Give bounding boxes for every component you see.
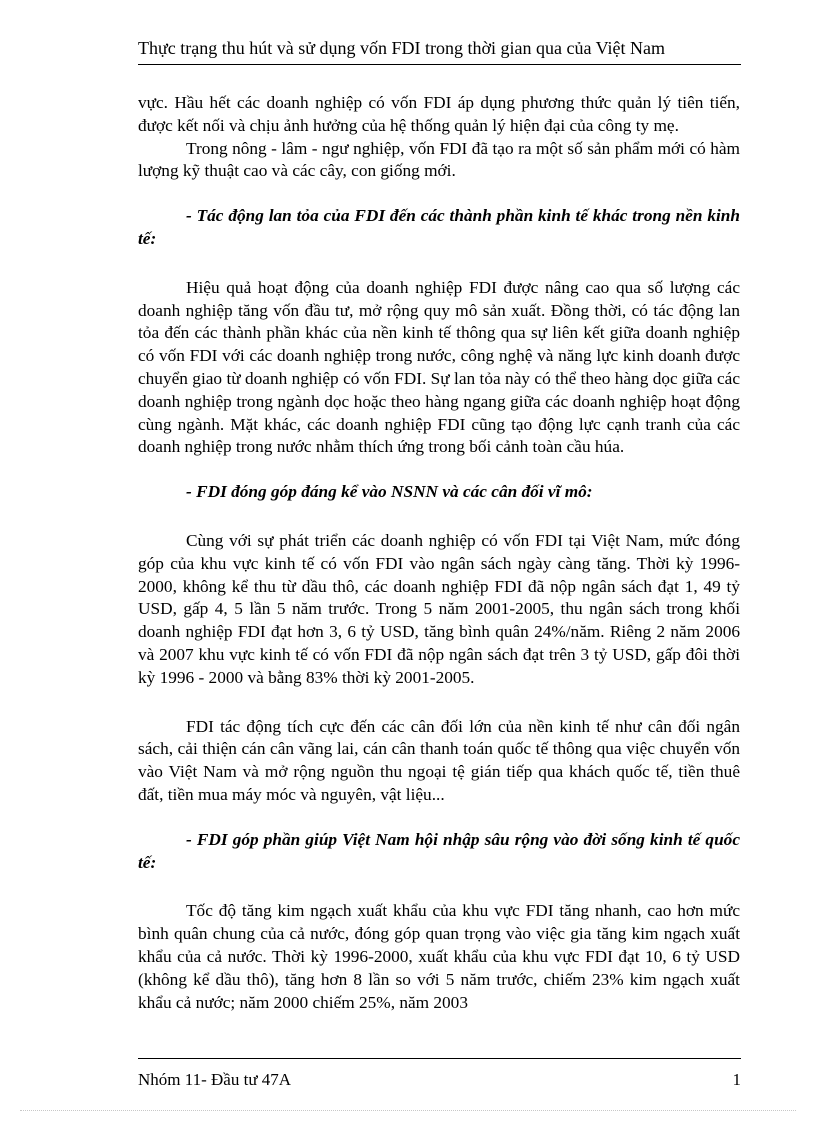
paragraph-agriculture: Trong nông - lâm - ngư nghiệp, vốn FDI đã tạo ra một số sản phẩm mới có hàm lượng kỹ thuật cao và các cây, con giống mới.	[138, 138, 740, 181]
header-title: Thực trạng thu hút và sử dụng vốn FDI trong thời gian qua của Việt Nam	[138, 38, 666, 58]
paragraph-macro-balance: FDI tác động tích cực đến các cân đối lớn của nền kinh tế như cân đối ngân sách, cải thiện cán cân vãng lai, cán cân thanh toán quốc tế thông qua việc chuyển vốn vào Việt Nam và mở rộng nguồn thu ngoại tệ gián tiếp qua khách quốc tế, tiền thuê đất, tiền mua máy móc và nguyên, vật liệu...	[138, 716, 740, 804]
heading-budget: - FDI đóng góp đáng kể vào NSNN và các cân đối vĩ mô:	[186, 482, 593, 502]
page-bottom-divider	[20, 1110, 796, 1111]
paragraph-exports: Tốc độ tăng kim ngạch xuất khẩu của khu vực FDI tăng nhanh, cao hơn mức bình quân chung của cả nước, đóng góp quan trọng vào việc gia tăng kim ngạch xuất khẩu của cả nước. Thời kỳ 1996-2000, xuất khẩu của khu vực FDI đạt 10, 6 tỷ USD (không kể dầu thô), tăng hơn 8 lần so với 5 năm trước, chiếm 23% kim ngạch xuất khẩu cả nước; năm 2000 chiếm 25%, năm 2003	[138, 901, 740, 1012]
page-header	[138, 36, 741, 65]
document-body	[138, 92, 740, 1014]
paragraph-spillover: Hiệu quả hoạt động của doanh nghiệp FDI được nâng cao qua số lượng các doanh nghiệp tăng vốn đầu tư, mở rộng quy mô sản xuất. Đồng thời, có tác động lan tỏa đến các thành phần khác của nền kinh tế thông qua sự liên kết giữa doanh nghiệp có vốn FDI với các doanh nghiệp trong nước, công nghệ và năng lực kinh doanh được chuyển giao từ doanh nghiệp có vốn FDI. Sự lan tỏa này có thể theo hàng dọc giữa các doanh nghiệp trong ngành dọc hoặc theo hàng ngang giữa các doanh nghiệp hoạt động cùng ngành. Mặt khác, các doanh nghiệp FDI cũng tạo động lực cạnh tranh của các doanh nghiệp trong nước nhằm thích ứng trong bối cảnh toàn cầu húa.	[138, 277, 740, 457]
footer-group-label: Nhóm 11- Đầu tư 47A	[138, 1070, 292, 1089]
paragraph-management: vực. Hầu hết các doanh nghiệp có vốn FDI áp dụng phương thức quản lý tiên tiến, được kết nối và chịu ảnh hưởng của hệ thống quản lý hiện đại của công ty mẹ.	[138, 93, 740, 135]
heading-spillover: - Tác động lan tỏa của FDI đến các thành phần kinh tế khác trong nền kinh tế:	[138, 206, 740, 248]
page-footer	[138, 1058, 741, 1091]
paragraph-budget: Cùng với sự phát triển các doanh nghiệp có vốn FDI tại Việt Nam, mức đóng góp của khu vực kinh tế có vốn FDI vào ngân sách ngày càng tăng. Thời kỳ 1996-2000, không kể thu từ dầu thô, các doanh nghiệp FDI đã nộp ngân sách đạt 1, 49 tỷ USD, gấp 4, 5 lần 5 năm trước. Trong 5 năm 2001-2005, thu ngân sách trong khối doanh nghiệp FDI đạt hơn 3, 6 tỷ USD, tăng bình quân 24%/năm. Riêng 2 năm 2006 và 2007 khu vực kinh tế có vốn FDI đã nộp ngân sách đạt trên 3 tỷ USD, gấp đôi thời kỳ 1996 - 2000 và bằng 83% thời kỳ 2001-2005.	[138, 530, 740, 687]
page-number: 1	[732, 1070, 741, 1089]
heading-integration: - FDI góp phần giúp Việt Nam hội nhập sâu rộng vào đời sống kinh tế quốc tế:	[138, 829, 740, 872]
